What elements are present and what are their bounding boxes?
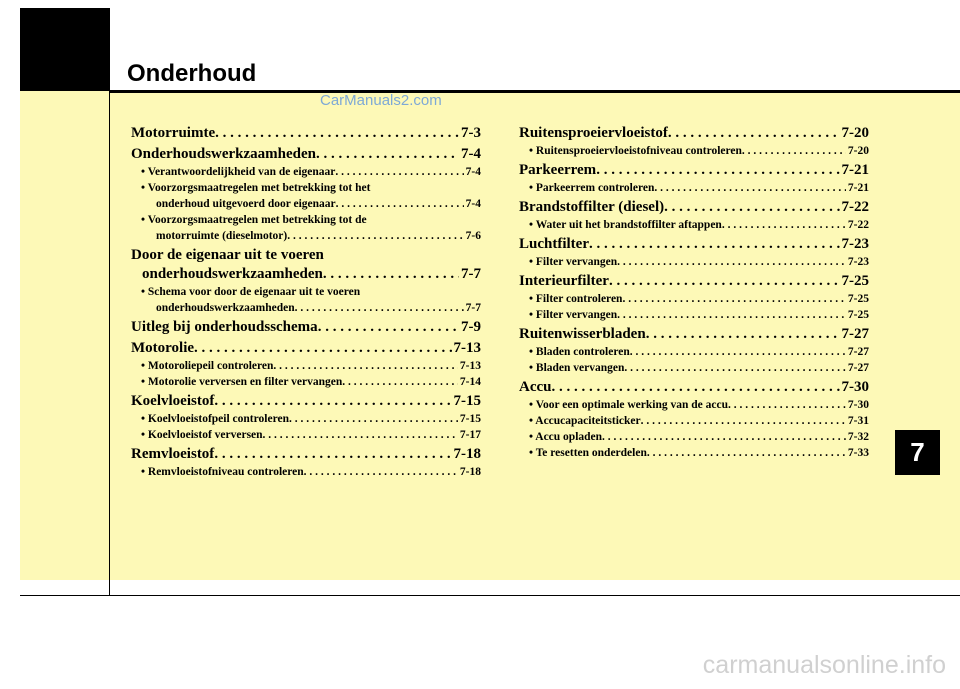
toc-page: 7-4: [465, 166, 481, 178]
toc-entry[interactable]: [131, 318, 481, 337]
toc-subentry[interactable]: [519, 254, 869, 270]
toc-page: 7-27: [847, 362, 869, 374]
toc-page: 7-13: [453, 340, 481, 356]
toc-label: • Voor een optimale werking van de accu: [529, 399, 728, 411]
dot-leader: [342, 374, 458, 390]
toc-entry[interactable]: [131, 392, 481, 411]
toc-label: • Motoroliepeil controleren: [141, 360, 274, 372]
toc-label: • Koelvloeistofpeil controleren: [141, 413, 289, 425]
toc-label: onderhoudswerkzaamheden: [142, 266, 323, 282]
dot-leader: [641, 413, 846, 429]
toc-page: 7-23: [847, 256, 869, 268]
toc-entry[interactable]: [131, 124, 481, 143]
toc-page: 7-6: [465, 230, 481, 242]
toc-entry[interactable]: [519, 235, 869, 254]
header-rule: [109, 90, 960, 93]
toc-subentry[interactable]: [519, 397, 869, 413]
toc-page: 7-30: [847, 399, 869, 411]
dot-leader: [609, 272, 840, 291]
dot-leader: [263, 427, 458, 443]
toc-subentry[interactable]: [519, 180, 869, 196]
toc-entry[interactable]: [519, 378, 869, 397]
toc-subentry[interactable]: [131, 411, 481, 427]
toc-label: motorruimte (dieselmotor): [156, 230, 288, 242]
toc-label: onderhoud uitgevoerd door eigenaar: [156, 198, 336, 210]
dot-leader: [289, 411, 458, 427]
toc-label: Remvloeistof: [131, 446, 215, 462]
toc-page: 7-21: [847, 182, 869, 194]
toc-label: Koelvloeistof: [131, 393, 215, 409]
dot-leader: [647, 445, 846, 461]
toc-entry[interactable]: [519, 198, 869, 217]
toc-subentry[interactable]: [131, 374, 481, 390]
toc-page: 7-22: [841, 199, 869, 215]
toc-entry[interactable]: [519, 272, 869, 291]
toc-subentry[interactable]: [519, 143, 869, 159]
toc-label: • Bladen vervangen: [529, 362, 625, 374]
toc-label: • Te resetten onderdelen: [529, 447, 647, 459]
toc-page: 7-25: [841, 273, 869, 289]
toc-page: 7-4: [461, 146, 481, 162]
toc-entry[interactable]: [131, 145, 481, 164]
toc-subentry[interactable]: [519, 291, 869, 307]
dot-leader: [728, 397, 846, 413]
toc-subentry[interactable]: [131, 164, 481, 180]
toc-page: 7-32: [847, 431, 869, 443]
toc-page: 7-18: [459, 466, 481, 478]
toc-page: 7-23: [841, 236, 869, 252]
toc-entry[interactable]: [131, 265, 481, 284]
toc-subentry[interactable]: [131, 300, 481, 316]
toc-subentry[interactable]: [519, 413, 869, 429]
toc-label: • Filter vervangen: [529, 256, 618, 268]
toc-label: • Accucapaciteitsticker: [529, 415, 641, 427]
dot-leader: [624, 360, 846, 376]
dot-leader: [318, 318, 459, 337]
toc-page: 7-17: [459, 429, 481, 441]
dot-leader: [304, 464, 458, 480]
dot-leader: [596, 161, 839, 180]
page-title: Onderhoud: [127, 60, 257, 87]
dot-leader: [646, 325, 840, 344]
dot-leader: [323, 265, 459, 284]
toc-subentry[interactable]: [519, 307, 869, 323]
toc-subentry[interactable]: [131, 358, 481, 374]
bottom-rule: [20, 595, 960, 596]
dot-leader: [617, 307, 846, 323]
toc-subentry[interactable]: [131, 196, 481, 212]
toc-entry-line[interactable]: Door de eigenaar uit te voeren: [131, 247, 324, 263]
dot-leader: [295, 300, 464, 316]
toc-label: Uitleg bij onderhoudsschema: [131, 319, 318, 335]
toc-page: 7-31: [847, 415, 869, 427]
toc-subentry[interactable]: [519, 217, 869, 233]
toc-page: 7-7: [465, 302, 481, 314]
dot-leader: [215, 124, 459, 143]
toc-entry[interactable]: [519, 325, 869, 344]
toc-label: • Verantwoordelijkheid van de eigenaar: [141, 166, 336, 178]
toc-label: Luchtfilter: [519, 236, 589, 252]
dot-leader: [214, 445, 451, 464]
toc-page: 7-4: [465, 198, 481, 210]
toc-label: onderhoudswerkzaamheden: [156, 302, 295, 314]
toc-subentry[interactable]: [519, 360, 869, 376]
toc-left-column: [131, 122, 481, 480]
dot-leader: [552, 378, 840, 397]
toc-label: Onderhoudswerkzaamheden: [131, 146, 317, 162]
toc-label: Ruitenwisserbladen: [519, 326, 646, 342]
toc-page: 7-25: [847, 309, 869, 321]
toc-label: • Filter controleren: [529, 293, 623, 305]
dot-leader: [335, 164, 463, 180]
dot-leader: [589, 235, 840, 254]
toc-entry[interactable]: [131, 445, 481, 464]
toc-page: 7-3: [461, 125, 481, 141]
dot-leader: [273, 358, 457, 374]
watermark-bottom[interactable]: carmanualsonline.info: [702, 651, 946, 679]
toc-label: Brandstoffilter (diesel): [519, 199, 665, 215]
toc-label: • Filter vervangen: [529, 309, 618, 321]
corner-block: [20, 8, 109, 91]
toc-page: 7-15: [459, 413, 481, 425]
toc-subentry[interactable]: [519, 445, 869, 461]
toc-entry[interactable]: [519, 124, 869, 143]
dot-leader: [622, 291, 845, 307]
dot-leader: [630, 344, 846, 360]
dot-leader: [722, 217, 846, 233]
toc-subentry[interactable]: [519, 344, 869, 360]
toc-subentry[interactable]: [131, 464, 481, 480]
dot-leader: [214, 392, 451, 411]
dot-leader: [316, 145, 459, 164]
toc-subentry-line[interactable]: • Voorzorgsmaatregelen met betrekking tot de: [141, 214, 367, 226]
toc-label: Ruitensproeiervloeistof: [519, 125, 668, 141]
toc-page: 7-25: [847, 293, 869, 305]
toc-label: • Motorolie verversen en filter vervangen: [141, 376, 343, 388]
toc-page: 7-18: [453, 446, 481, 462]
toc-page: 7-20: [847, 145, 869, 157]
dot-leader: [664, 198, 839, 217]
toc-label: Motorruimte: [131, 125, 216, 141]
toc-subentry-line[interactable]: • Voorzorgsmaatregelen met betrekking tot het: [141, 182, 371, 194]
toc-label: Motorolie: [131, 340, 195, 356]
toc-page: 7-30: [841, 379, 869, 395]
toc-page: 7-15: [453, 393, 481, 409]
chapter-tab[interactable]: 7: [895, 430, 940, 475]
toc-label: • Bladen controleren: [529, 346, 630, 358]
toc-label: • Koelvloeistof verversen: [141, 429, 263, 441]
toc-subentry[interactable]: [519, 429, 869, 445]
toc-page: 7-27: [847, 346, 869, 358]
dot-leader: [336, 196, 464, 212]
toc-label: • Accu opladen: [529, 431, 603, 443]
toc-subentry[interactable]: [131, 427, 481, 443]
watermark-top[interactable]: CarManuals2.com: [320, 92, 442, 109]
toc-page: 7-7: [461, 266, 481, 282]
toc-label: Accu: [519, 379, 552, 395]
toc-page: 7-9: [461, 319, 481, 335]
toc-label: Parkeerrem: [519, 162, 597, 178]
toc-label: • Ruitensproeiervloeistofniveau controleren: [529, 145, 742, 157]
toc-page: 7-21: [841, 162, 869, 178]
toc-label: • Water uit het brandstoffilter aftappen: [529, 219, 722, 231]
toc-subentry[interactable]: [131, 228, 481, 244]
toc-page: 7-14: [459, 376, 481, 388]
toc-entry[interactable]: [519, 161, 869, 180]
dot-leader: [602, 429, 846, 445]
toc-page: 7-27: [841, 326, 869, 342]
toc-label: • Remvloeistofniveau controleren: [141, 466, 304, 478]
toc-page: 7-33: [847, 447, 869, 459]
toc-right-column: [519, 122, 869, 461]
dot-leader: [654, 180, 846, 196]
toc-label: Interieurfilter: [519, 273, 609, 289]
dot-leader: [194, 339, 451, 358]
toc-page: 7-20: [841, 125, 869, 141]
dot-leader: [617, 254, 846, 270]
dot-leader: [742, 143, 846, 159]
toc-subentry-line[interactable]: • Schema voor door de eigenaar uit te voeren: [141, 286, 361, 298]
toc-page: 7-22: [847, 219, 869, 231]
toc-entry[interactable]: [131, 339, 481, 358]
toc-label: • Parkeerrem controleren: [529, 182, 655, 194]
toc-page: 7-13: [459, 360, 481, 372]
dot-leader: [287, 228, 463, 244]
margin-line: [109, 8, 110, 596]
dot-leader: [668, 124, 840, 143]
